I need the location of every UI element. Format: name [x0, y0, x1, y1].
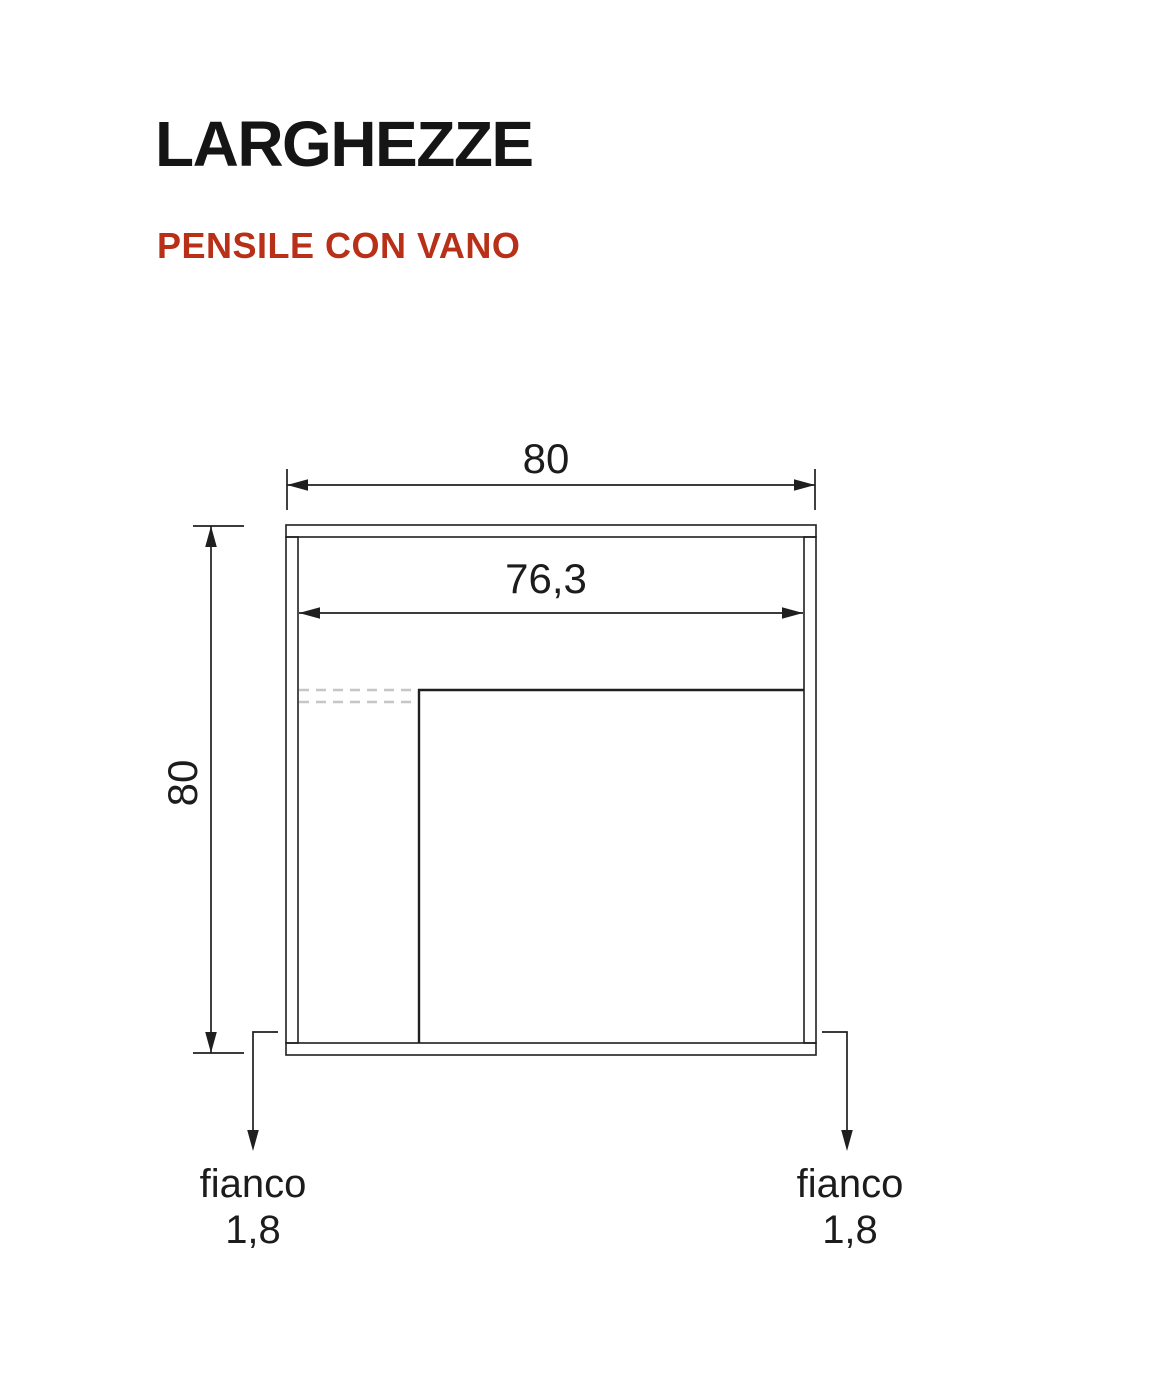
- fianco-label: fianco: [199, 1162, 307, 1206]
- arrowhead-left-icon: [287, 479, 308, 491]
- fianco-thickness-value: 1,8: [225, 1208, 281, 1252]
- callout-fianco-right: [797, 1032, 904, 1252]
- arrowhead-right-icon: [782, 607, 803, 619]
- fianco-label: fianco: [796, 1162, 904, 1206]
- cabinet-top-panel: [286, 525, 816, 537]
- fianco-thickness-value: 1,8: [822, 1208, 878, 1252]
- callout-fianco-left: [200, 1032, 307, 1252]
- leader-arrowhead-down-icon: [247, 1130, 259, 1151]
- dimension-outer-width: [287, 435, 815, 510]
- cabinet-bottom-panel: [286, 1043, 816, 1055]
- inner-width-value: 76,3: [505, 555, 587, 602]
- cabinet-carcass: [286, 525, 816, 1055]
- hidden-shelf-dashed-lines: [299, 690, 417, 702]
- vano-door-outline: [419, 690, 804, 1043]
- leader-arrowhead-down-icon: [841, 1130, 853, 1151]
- leader-line: [253, 1032, 278, 1132]
- cabinet-left-side-panel: [286, 537, 298, 1043]
- leader-line: [822, 1032, 847, 1132]
- cabinet-right-side-panel: [804, 537, 816, 1043]
- arrowhead-left-icon: [299, 607, 320, 619]
- dimension-inner-width: [299, 555, 803, 619]
- page-subtitle: PENSILE CON VANO: [157, 225, 521, 266]
- page-title: LARGHEZZE: [155, 108, 533, 180]
- arrowhead-right-icon: [794, 479, 815, 491]
- outer-height-value: 80: [159, 759, 206, 807]
- arrowhead-up-icon: [205, 526, 217, 547]
- outer-width-value: 80: [522, 435, 570, 482]
- dimension-outer-height: [159, 526, 244, 1053]
- arrowhead-down-icon: [205, 1032, 217, 1053]
